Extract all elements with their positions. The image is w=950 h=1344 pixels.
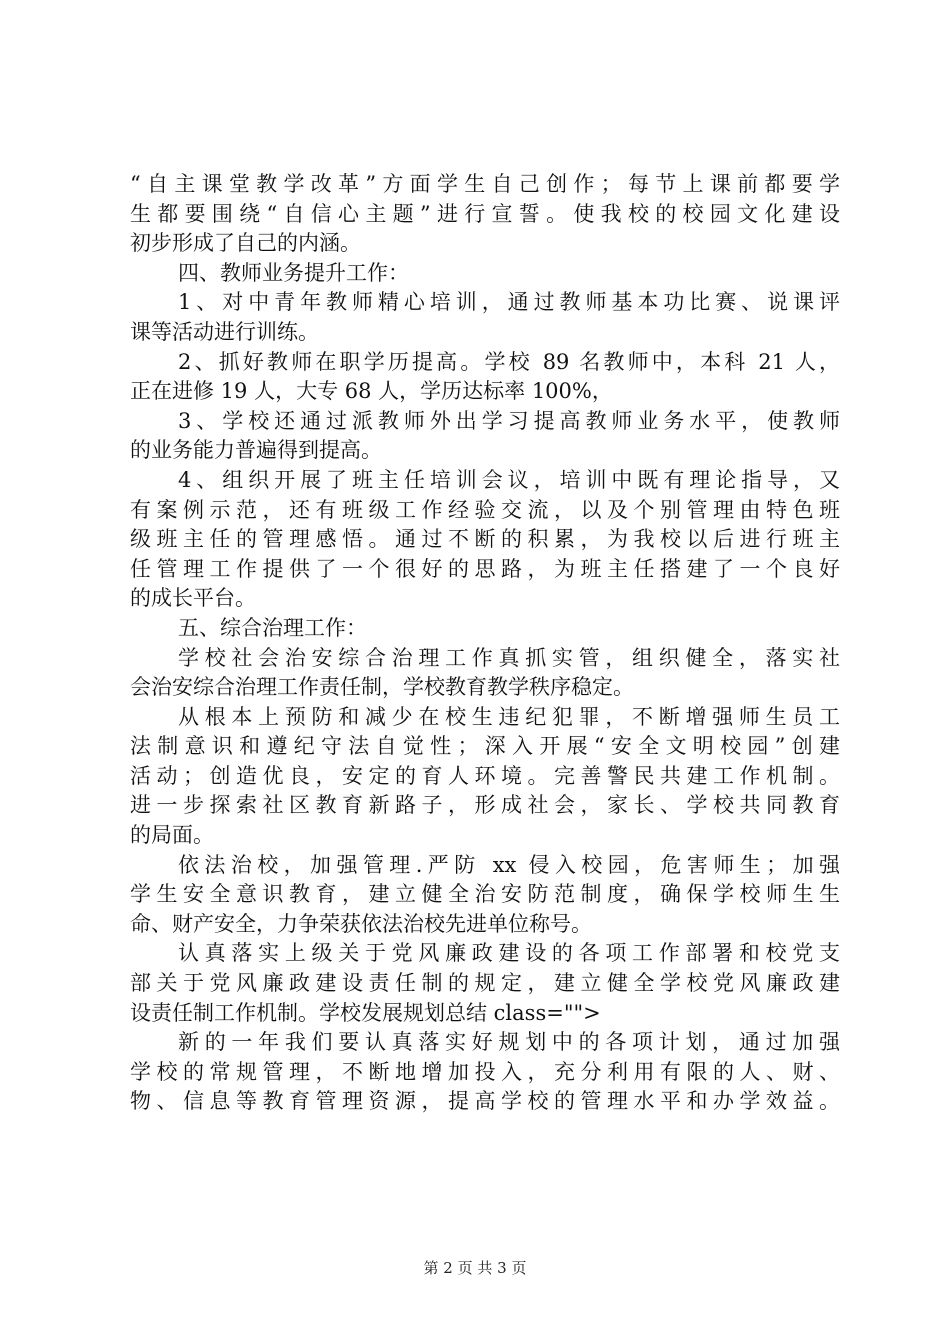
text-line: “自主课堂教学改革”方面学生自己创作；每节上课前都要学 [130, 172, 840, 196]
text-line: 级班主任的管理感悟。通过不断的积累，为我校以后进行班主 [130, 527, 840, 552]
text-line: 3、学校还通过派教师外出学习提高教师业务水平，使教师 [178, 408, 840, 433]
text-line: 2、抓好教师在职学历提高。学校 89 名教师中，本科 21 人， [178, 349, 840, 374]
text-line: 的业务能力普遍得到提高。 [130, 438, 382, 463]
text-line: 从根本上预防和减少在校生违纪犯罪，不断增强师生员工 [178, 704, 840, 729]
text-line: 正在进修 19 人，大专 68 人，学历达标率 100%， [130, 379, 613, 404]
text-line: 进一步探索社区教育新路子，形成社会，家长、学校共同教育 [130, 793, 840, 818]
text-line: 生都要围绕“自信心主题”进行宣誓。使我校的校园文化建设 [130, 201, 840, 226]
text-line: 物、信息等教育管理资源，提高学校的管理水平和办学效益。 [130, 1089, 840, 1114]
page-footer [0, 1258, 950, 1278]
text-line: 法制意识和遵纪守法自觉性；深入开展“安全文明校园”创建 [130, 734, 840, 759]
text-line: 学校社会治安综合治理工作真抓实管，组织健全，落实社 [178, 645, 840, 670]
text-line: 任管理工作提供了一个很好的思路，为班主任搭建了一个良好 [130, 556, 840, 581]
text-line: 设责任制工作机制。学校发展规划总结 class=""> [130, 1000, 601, 1025]
text-line: 会治安综合治理工作责任制，学校教育教学秩序稳定。 [130, 675, 634, 700]
section-heading: 四、教师业务提升工作： [178, 260, 409, 285]
text-line: 活动；创造优良，安定的育人环境。完善警民共建工作机制。 [130, 763, 840, 788]
text-line: 新的一年我们要认真落实好规划中的各项计划，通过加强 [178, 1030, 840, 1055]
text-line: 学校的常规管理，不断地增加投入，充分利用有限的人、财、 [130, 1059, 840, 1084]
text-line: 学生安全意识教育，建立健全治安防范制度，确保学校师生生 [130, 882, 840, 907]
text-line: 1、对中青年教师精心培训，通过教师基本功比赛、说课评 [178, 290, 840, 315]
text-line: 依法治校，加强管理.严防 xx 侵入校园，危害师生；加强 [178, 852, 840, 877]
text-line: 初步形成了自己的内涵。 [130, 231, 361, 256]
text-line: 课等活动进行训练。 [130, 319, 319, 344]
text-line: 4、组织开展了班主任培训会议，培训中既有理论指导，又 [178, 467, 840, 492]
section-heading: 五、综合治理工作： [178, 615, 367, 640]
page-number: 第 2 页 共 3 页 [423, 1259, 527, 1277]
text-line: 部关于党风廉政建设责任制的规定，建立健全学校党风廉政建 [130, 971, 840, 996]
document-body [130, 170, 840, 1117]
text-line: 有案例示范，还有班级工作经验交流，以及个别管理由特色班 [130, 497, 840, 522]
text-line: 命、财产安全，力争荣获依法治校先进单位称号。 [130, 911, 592, 936]
text-line: 认真落实上级关于党风廉政建设的各项工作部署和校党支 [178, 941, 840, 966]
text-line: 的成长平台。 [130, 586, 256, 611]
text-line: 的局面。 [130, 823, 214, 848]
